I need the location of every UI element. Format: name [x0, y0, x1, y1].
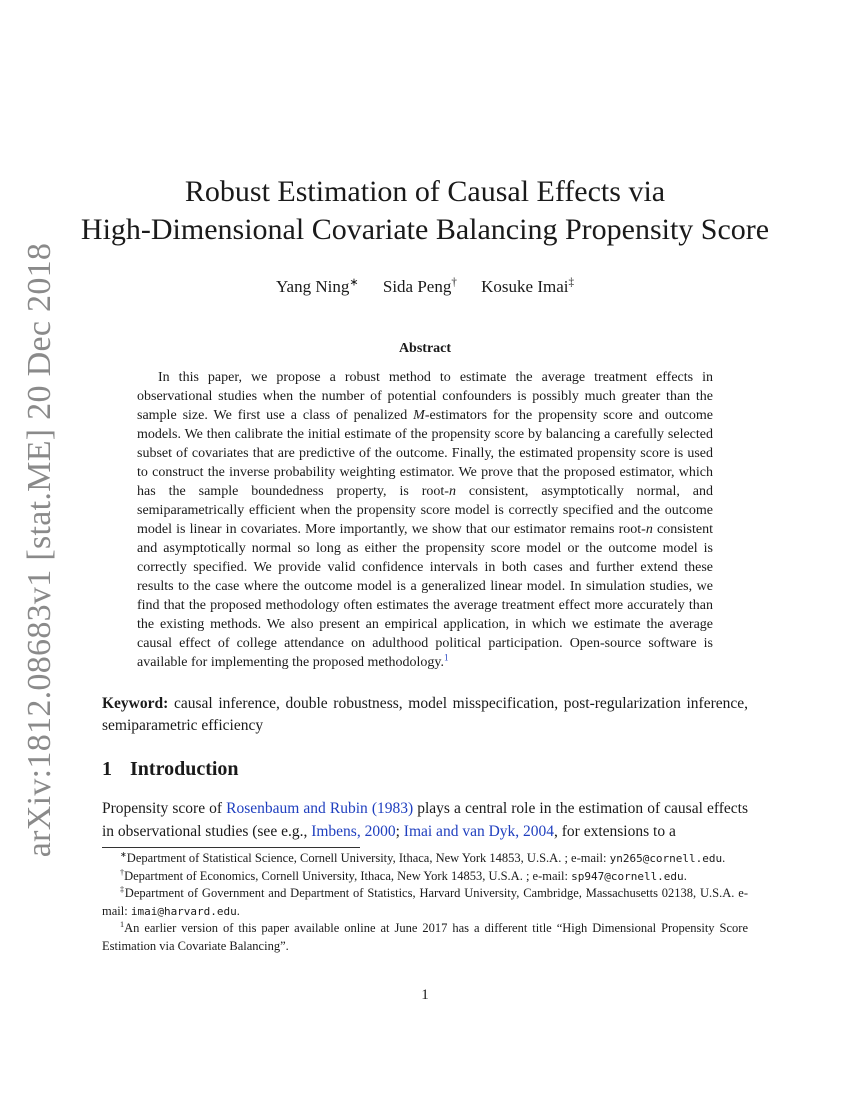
keywords: [102, 693, 748, 737]
footnote-text: An earlier version of this paper available online at June 2017 has a different title “High Dimensional Propensity Score Estimation via Covariate Balancing”.: [102, 921, 748, 953]
abstract-heading: Abstract: [398, 341, 452, 356]
section-heading: [102, 758, 239, 781]
author-peng: [383, 277, 457, 296]
citation-link[interactable]: Rosenbaum and Rubin (1983): [226, 800, 414, 817]
author-name: Sida Peng: [382, 277, 452, 296]
paper-title: [0, 173, 850, 249]
arxiv-stamp-text: arXiv:1812.08683v1 [stat.ME] 20 Dec 2018: [21, 242, 58, 858]
footnote-ning: [102, 850, 748, 868]
section-title: Introduction: [130, 758, 239, 780]
footnote-text: Department of Statistical Science, Cornell University, Ithaca, New York 14853, U.S.A. ; e-mail:: [126, 851, 610, 865]
keyword-label: Keyword:: [102, 695, 169, 712]
author-list: [0, 277, 850, 297]
title-line-1: Robust Estimation of Causal Effects via: [184, 175, 666, 208]
abstract-text: consistent and asymptotically normal so long as either the propensity score model or the outcome model is correctly specified. We provide valid confidence intervals in both cases and further extend these results to the case where the outcome model is a generalized linear model. In simulation studies, we find that the proposed methodology often estimates the average treatment effect more accurately than the existing methods. We also present an empirical application, in which we estimate the average causal effect of college attendance on adulthood political participation. Open-source software is available for implementing the proposed methodology.: [137, 522, 713, 670]
email-link[interactable]: imai@harvard.edu: [130, 904, 237, 918]
page-number: 1: [421, 987, 429, 1003]
abstract-text: In this paper, we propose a robust method to estimate the average treatment effects in observational studies when the number of potential confounders is possibly much greater than the sample size. We first use a class of penalized: [137, 370, 713, 423]
section-number: 1: [102, 758, 112, 780]
footnote-tail: .: [683, 868, 687, 883]
math-n: n: [448, 484, 456, 499]
footnote-mark: ‡: [120, 884, 125, 894]
author-name: Kosuke Imai: [481, 277, 569, 296]
footnote-imai: [102, 885, 748, 920]
math-m: M: [413, 408, 425, 423]
footnote-rule: [102, 847, 360, 848]
footnote-tail: .: [236, 903, 240, 918]
math-n: n: [645, 522, 653, 537]
citation-link[interactable]: Imbens, 2000: [311, 823, 396, 840]
footnote-link[interactable]: 1: [444, 652, 449, 663]
keyword-text: causal inference, double robustness, model misspecification, post-regularization inference, semiparametric efficiency: [102, 695, 748, 734]
footnotes: [102, 850, 748, 955]
footnote-mark: ∗: [120, 849, 127, 859]
abstract-body: [137, 368, 713, 672]
footnote-peng: [102, 868, 748, 886]
intro-text: plays a central role in the estimation of causal effects in observational studies (see e.g.,: [102, 800, 748, 840]
footnote-mark: †: [120, 867, 125, 877]
footnote-earlier-version: [102, 920, 748, 955]
author-ning: [276, 277, 359, 296]
author-name: Yang Ning: [275, 277, 350, 296]
title-line-2: High-Dimensional Covariate Balancing Propensity Score: [80, 213, 770, 246]
intro-text: , for extensions to a: [554, 823, 676, 840]
author-imai: [481, 277, 574, 296]
email-link[interactable]: sp947@cornell.edu: [571, 869, 684, 883]
citation-link[interactable]: Imai and van Dyk, 2004: [403, 823, 555, 840]
footnote-text: Department of Economics, Cornell University, Ithaca, New York 14853, U.S.A. ; e-mail:: [124, 868, 572, 883]
intro-paragraph: [102, 797, 748, 843]
email-link[interactable]: yn265@cornell.edu: [609, 852, 723, 865]
footnote-text: Department of Government and Department of Statistics, Harvard University, Cambridge, Massachusetts 02138, U.S.A. e-mail:: [102, 886, 748, 918]
author-mark: ∗: [349, 276, 359, 289]
author-mark: †: [451, 276, 457, 289]
author-mark: ‡: [568, 276, 575, 289]
footnote-mark: 1: [120, 919, 125, 929]
abstract-text: -estimators for the propensity score and outcome models. We then calibrate the initial estimate of the propensity score by balancing a carefully selected subset of covariates that are predictive of the outcome. Finally, the estimated propensity score is used to construct the inverse probability weighting estimator. We prove that the proposed estimator, which has the sample boundedness property, is root-: [137, 408, 713, 499]
abstract-text: consistent, asymptotically normal, and semiparametrically efficient when the propensity score model is correctly specified and the outcome model is linear in covariates. More importantly, we show that our estimator remains root-: [137, 484, 713, 537]
intro-text: ;: [395, 823, 404, 840]
intro-text: Propensity score of: [102, 800, 227, 817]
footnote-tail: .: [722, 851, 726, 865]
